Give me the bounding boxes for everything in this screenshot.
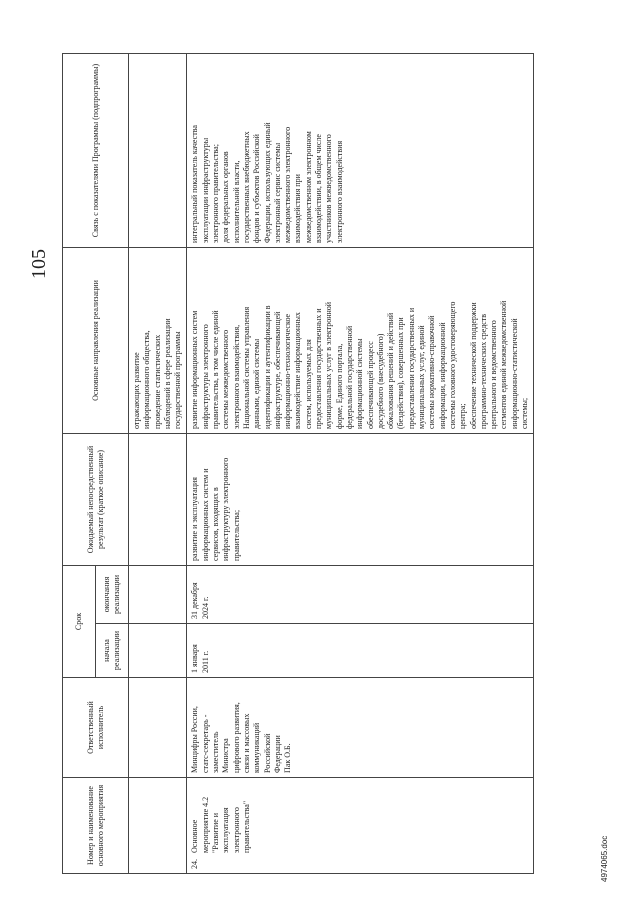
cell-directions: развитие информационных систем инфраструктуры электронного правительства, в том числе единой системы межведомственного электронного взаимодействия, Национальной системы управления данными, единой системы идентификации и аутентификации в инфраструктуре, обеспечивающей информационно-технологическое взаимодействие информационных систем, используемых для предоставления государственных и муниципальных услуг в электронной форме, Единого портала, федеральной государственной информационной системы обеспечивающей процесс досудебного (внесудебного) обжалования решений и действий (бездействия), совершенных при предоставлении государственных и муниципальных услуг, единой системы нормативно-справочной информации, информационной системы головного удостоверяющего центра; обеспечение технической поддержки программно-технических средств центрального и ведомственного сегментов единой межведомственной информационно-статистической системы; (187, 247, 534, 433)
cell-empty (129, 778, 187, 874)
header-start: начала реализации (96, 624, 129, 678)
header-directions: Основные направления реализации (63, 247, 129, 433)
cell-empty (129, 53, 187, 247)
rotated-page (20, 22, 620, 882)
cell-number-name (187, 778, 534, 874)
header-number-name: Номер и наименование основного мероприятия (63, 778, 129, 874)
cell-empty (129, 433, 187, 565)
table-row-continuation (129, 53, 187, 873)
header-result: Ожидаемый непосредственный результат (краткое описание) (63, 433, 129, 565)
cell-directions-continuation: отражающих развитие информационного общества, проведение статистических наблюдений в сфере реализации государственной программы (129, 247, 187, 433)
cell-end: 31 декабря 2024 г. (187, 565, 534, 623)
row-name: Основное мероприятие 4.2 "Развитие и эксплуатация электронного правительства" (190, 796, 251, 853)
cell-empty (129, 678, 187, 778)
program-table (62, 53, 534, 874)
page-number: 105 (28, 249, 50, 279)
header-executor: Ответственный исполнитель (63, 678, 129, 778)
cell-executor: Минцифры России, статс-секретарь - заместитель Министра цифрового развития, связи и массовых коммуникаций Российской Федерации Пак О.Б. (187, 678, 534, 778)
cell-link: интегральный показатель качества эксплуатации инфраструктуры электронного правительства; доля федеральных органов исполнительной власти, государственных внебюджетных фондов и субъектов Российской Федерации, использующих единый электронный сервис системы межведомственного электронного взаимодействия при межведомственном электронном взаимодействии, в общем числе участников межведомственного электронного взаимодействия (187, 53, 534, 247)
row-number: 24. (190, 859, 200, 869)
header-end: окончания реализации (96, 565, 129, 623)
cell-empty (129, 624, 187, 678)
cell-empty (129, 565, 187, 623)
cell-start: 1 января 2011 г. (187, 624, 534, 678)
header-term: Срок (63, 565, 96, 677)
header-link: Связь с показателями Программы (подпрограммы) (63, 53, 129, 247)
cell-result: развитие и эксплуатация информационных систем и сервисов, входящих в инфраструктуру электронного правительства; (187, 433, 534, 565)
footer-filename: 4974065.doc (600, 835, 609, 882)
table-row-24 (187, 53, 534, 873)
